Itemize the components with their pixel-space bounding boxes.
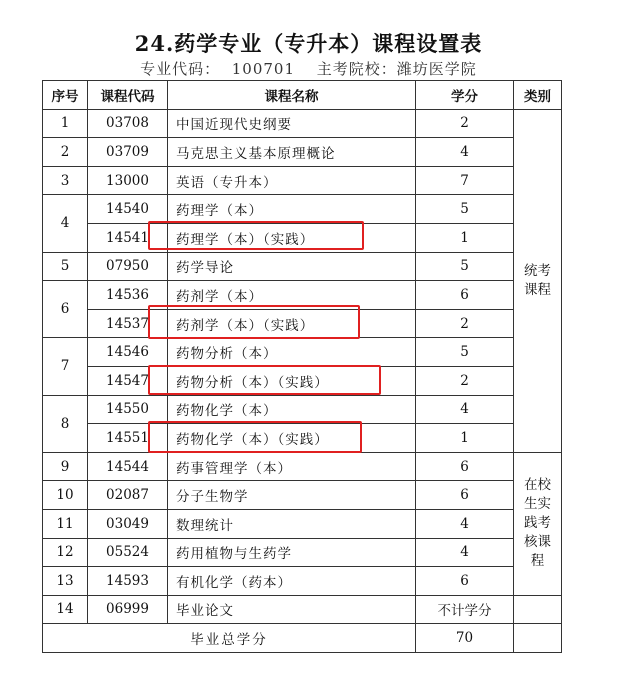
cell-credit: 4 (416, 395, 514, 424)
category-unified-exam (514, 109, 562, 452)
cell-code: 14540 (88, 195, 168, 224)
category-school-practice (514, 452, 562, 595)
table-row (43, 252, 562, 281)
cell-name: 药物化学（本）（实践） (168, 424, 416, 453)
cell-name: 药事管理学（本） (168, 452, 416, 481)
cell-code: 03049 (88, 509, 168, 538)
table-row (43, 424, 562, 453)
exam-school-value: 潍坊医学院 (396, 60, 477, 78)
cell-no: 13 (43, 567, 88, 596)
cell-name: 马克思主义基本原理概论 (168, 138, 416, 167)
cell-code: 07950 (88, 252, 168, 281)
cell-credit: 4 (416, 538, 514, 567)
cell-code: 14541 (88, 223, 168, 252)
cell-code: 02087 (88, 481, 168, 510)
cell-name: 药理学（本）（实践） (168, 223, 416, 252)
cell-no: 10 (43, 481, 88, 510)
cell-no: 2 (43, 138, 88, 167)
cell-credit: 6 (416, 567, 514, 596)
cell-credit: 6 (416, 281, 514, 310)
cell-no: 8 (43, 395, 88, 452)
cell-name: 药用植物与生药学 (168, 538, 416, 567)
header-type: 类别 (514, 81, 562, 110)
exam-school (317, 60, 477, 78)
cell-code: 14551 (88, 424, 168, 453)
cell-code: 14593 (88, 567, 168, 596)
total-value: 70 (416, 624, 514, 653)
table-header-row (43, 81, 562, 110)
cell-credit: 4 (416, 138, 514, 167)
table-row (43, 138, 562, 167)
cell-name: 药物分析（本） (168, 338, 416, 367)
header-code: 课程代码 (88, 81, 168, 110)
subtitle (0, 58, 617, 79)
table-row (43, 452, 562, 481)
cell-credit: 1 (416, 223, 514, 252)
cell-code: 14536 (88, 281, 168, 310)
table-row (43, 595, 562, 624)
cell-credit: 2 (416, 309, 514, 338)
cell-no: 6 (43, 281, 88, 338)
cell-name: 中国近现代史纲要 (168, 109, 416, 138)
cell-credit: 1 (416, 424, 514, 453)
cell-code: 03708 (88, 109, 168, 138)
cell-credit: 5 (416, 338, 514, 367)
table-row (43, 309, 562, 338)
cell-name: 英语（专升本） (168, 166, 416, 195)
table-row (43, 281, 562, 310)
table-row (43, 166, 562, 195)
page-title: 24.药学专业（专升本）课程设置表 (134, 31, 483, 56)
cell-code: 05524 (88, 538, 168, 567)
cell-no: 5 (43, 252, 88, 281)
total-label: 毕业总学分 (43, 624, 416, 653)
cell-name: 药学导论 (168, 252, 416, 281)
cell-credit: 2 (416, 366, 514, 395)
course-table (42, 80, 562, 653)
total-row (43, 624, 562, 653)
major-code-value: 100701 (231, 60, 295, 78)
cell-credit: 6 (416, 452, 514, 481)
cell-code: 06999 (88, 595, 168, 624)
cell-name: 毕业论文 (168, 595, 416, 624)
exam-school-label: 主考院校： (316, 60, 397, 78)
header-credit: 学分 (416, 81, 514, 110)
cell-code: 14546 (88, 338, 168, 367)
cell-credit: 5 (416, 252, 514, 281)
cell-no: 4 (43, 195, 88, 252)
cell-name: 数理统计 (168, 509, 416, 538)
category-unified-exam-label: 统考课程 (524, 262, 551, 298)
table-row (43, 395, 562, 424)
cell-no: 3 (43, 166, 88, 195)
cell-no: 14 (43, 595, 88, 624)
cell-name: 药剂学（本）（实践） (168, 309, 416, 338)
cell-credit: 不计学分 (416, 595, 514, 624)
cell-credit: 7 (416, 166, 514, 195)
cell-code: 14550 (88, 395, 168, 424)
table-row (43, 509, 562, 538)
table-row (43, 366, 562, 395)
cell-code: 13000 (88, 166, 168, 195)
cell-credit: 4 (416, 509, 514, 538)
cell-name: 药物分析（本）（实践） (168, 366, 416, 395)
header-name: 课程名称 (168, 81, 416, 110)
table-row (43, 481, 562, 510)
cell-code: 03709 (88, 138, 168, 167)
cell-name: 药理学（本） (168, 195, 416, 224)
table-row (43, 223, 562, 252)
total-type-empty (514, 624, 562, 653)
category-school-practice-label: 在校生实践考核课程 (524, 477, 551, 570)
cell-credit: 2 (416, 109, 514, 138)
cell-no: 1 (43, 109, 88, 138)
cell-credit: 6 (416, 481, 514, 510)
cell-type-empty (514, 595, 562, 624)
cell-no: 9 (43, 452, 88, 481)
cell-name: 药物化学（本） (168, 395, 416, 424)
table-row (43, 538, 562, 567)
header-no: 序号 (43, 81, 88, 110)
cell-code: 14537 (88, 309, 168, 338)
cell-code: 14547 (88, 366, 168, 395)
cell-name: 药剂学（本） (168, 281, 416, 310)
cell-no: 11 (43, 509, 88, 538)
cell-name: 有机化学（药本） (168, 567, 416, 596)
table-row (43, 195, 562, 224)
cell-no: 7 (43, 338, 88, 395)
cell-code: 14544 (88, 452, 168, 481)
table-row (43, 567, 562, 596)
cell-no: 12 (43, 538, 88, 567)
major-code-label: 专业代码： (140, 60, 221, 78)
cell-credit: 5 (416, 195, 514, 224)
table-row (43, 109, 562, 138)
table-row (43, 338, 562, 367)
major-code (140, 60, 295, 78)
cell-name: 分子生物学 (168, 481, 416, 510)
